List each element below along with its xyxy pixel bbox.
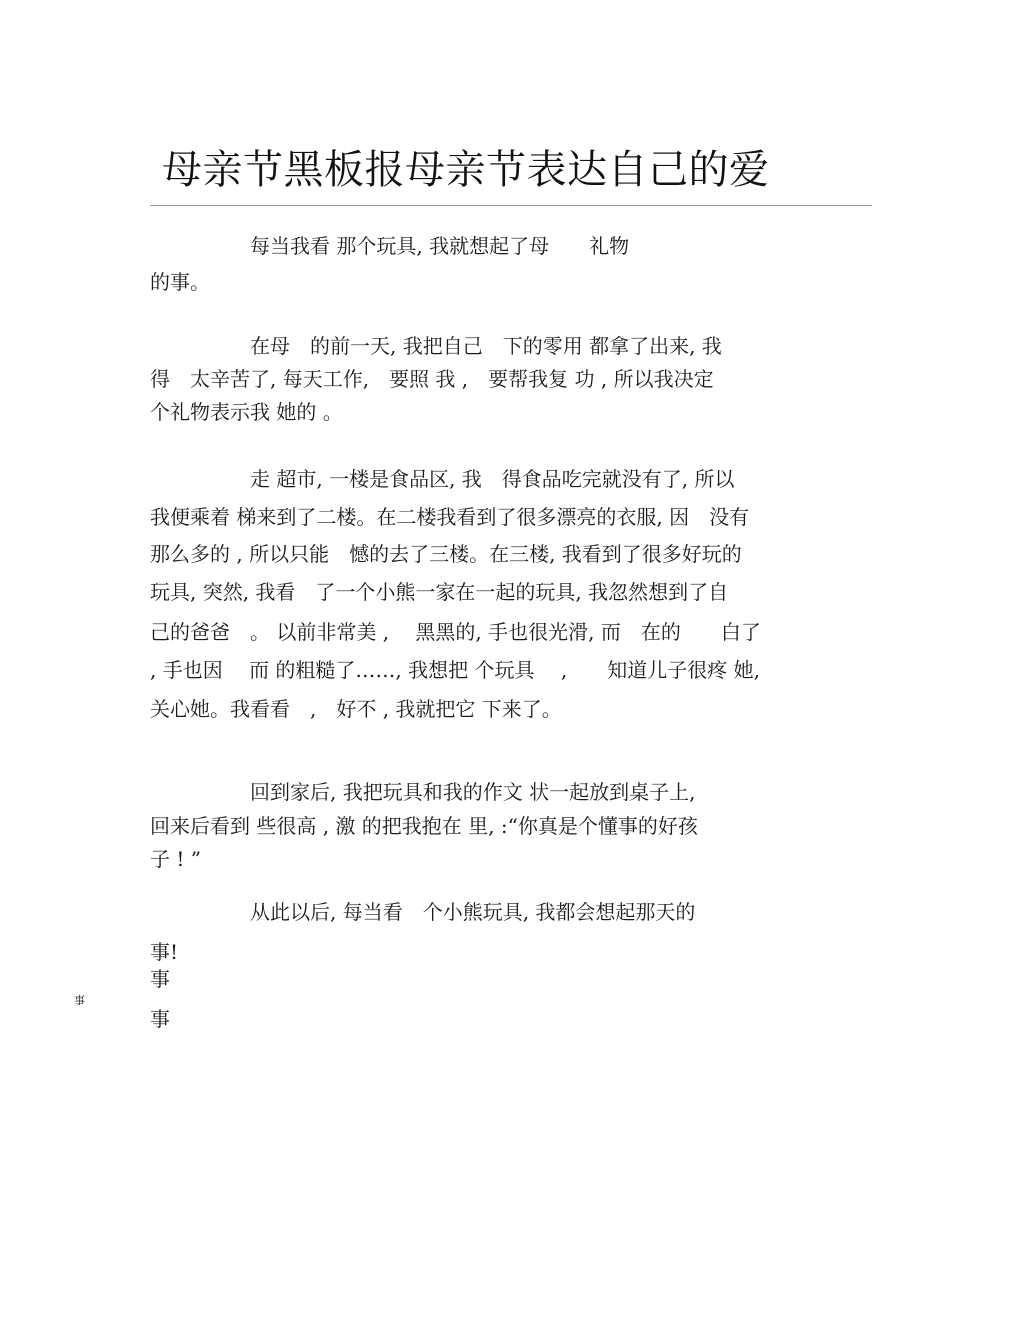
body-line: 从此以后, 每当看 个小熊玩具, 我都会想起那天的 bbox=[250, 900, 696, 924]
body-line: 得 太辛苦了, 每天工作, 要照 我 , 要帮我复 功 , 所以我决定 bbox=[150, 367, 714, 391]
body-line: 回来后看到 些很高 , 激 的把我抱在 里, :“你真是个懂事的好孩 bbox=[150, 814, 698, 838]
body-line: 事 bbox=[150, 1007, 170, 1031]
body-line: 玩具, 突然, 我看 了一个小熊一家在一起的玩具, 我忽然想到了自 bbox=[150, 580, 729, 604]
body-line: 个礼物表示我 她的 。 bbox=[150, 400, 343, 424]
body-line: 回到家后, 我把玩具和我的作文 状一起放到桌子上, bbox=[250, 780, 696, 804]
body-line: 子 ! ” bbox=[150, 847, 201, 871]
body-line: 那么多的 , 所以只能 憾的去了三楼。在三楼, 我看到了很多好玩的 bbox=[150, 542, 742, 566]
stray-margin-mark: 事 bbox=[74, 994, 85, 1007]
body-line: 在母 的前一天, 我把自己 下的零用 都拿了出来, 我 bbox=[250, 334, 722, 358]
page-title: 母亲节黑板报母亲节表达自己的爱 bbox=[162, 147, 770, 193]
body-line: 事! bbox=[150, 940, 179, 964]
body-line: 的事。 bbox=[150, 270, 210, 294]
body-line: 关心她。我看看 , 好不 , 我就把它 下来了。 bbox=[150, 697, 562, 721]
title-divider bbox=[150, 205, 872, 206]
body-line: 每当我看 那个玩具, 我就想起了母 礼物 bbox=[250, 234, 630, 258]
body-line: , 手也因 而 的粗糙了……, 我想把 个玩具 , 知道儿子很疼 她, bbox=[150, 658, 760, 682]
body-line: 事 bbox=[150, 967, 170, 991]
body-line: 己的爸爸 。 以前非常美 , 黑黑的, 手也很光滑, 而 在的 白了 bbox=[150, 620, 761, 644]
body-line: 走 超市, 一楼是食品区, 我 得食品吃完就没有了, 所以 bbox=[250, 467, 735, 491]
body-line: 我便乘着 梯来到了二楼。在二楼我看到了很多漂亮的衣服, 因 没有 bbox=[150, 505, 750, 529]
